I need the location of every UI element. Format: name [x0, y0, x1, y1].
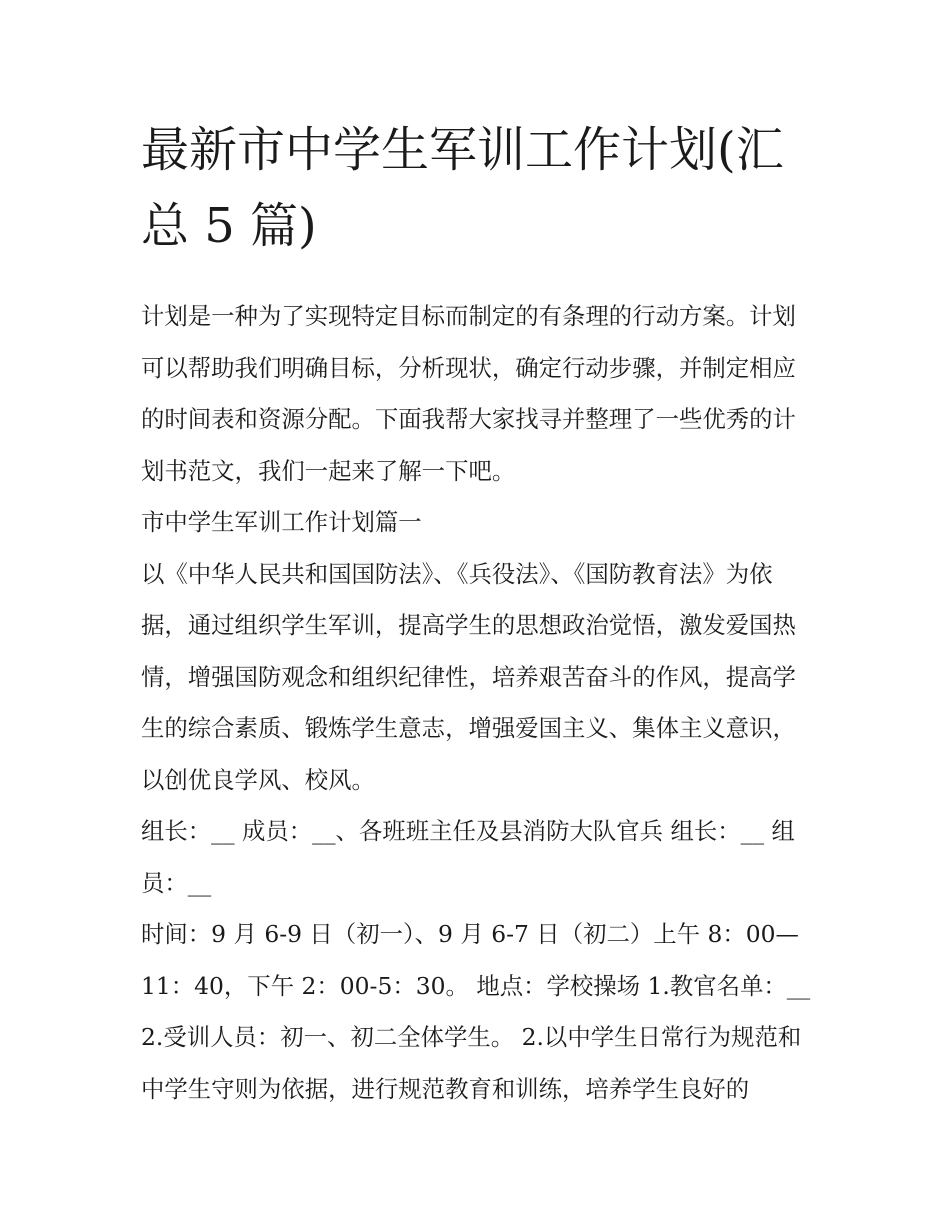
document-page: [141, 112, 813, 1115]
section-heading: 市中学生军训工作计划篇一: [141, 508, 422, 536]
body-paragraph: 组长：__ 成员：__、各班班主任及县消防大队官兵 组长：__ 组员：__: [141, 817, 795, 897]
intro-paragraph: 计划是一种为了实现特定目标而制定的有条理的行动方案。计划可以帮助我们明确目标，分析现状，确定行动步骤，并制定相应的时间表和资源分配。下面我帮大家找寻并整理了一些优秀的计划书范文，我们一起来了解一下吧。: [141, 302, 796, 485]
body-paragraph: 时间：9 月 6-9 日（初一）、9 月 6-7 日（初二）上午 8：00—11：40，下午 2：00-5：30。 地点：学校操场 1.教官名单：__ 2.受训人员：初一、初二全体学生。 2.以中学生日常行为规范和中学生守则为依据，进行规范教育和训练，培养学生良好的: [141, 920, 811, 1103]
document-title: 最新市中学生军训工作计划(汇总 5 篇): [141, 122, 784, 254]
document-body: [141, 291, 813, 1115]
body-paragraph: 以《中华人民共和国国防法》、《兵役法》、《国防教育法》为依据，通过组织学生军训，提高学生的思想政治觉悟，激发爱国热情，增强国防观念和组织纪律性，培养艰苦奋斗的作风，提高学生的综合素质、锻炼学生意志，增强爱国主义、集体主义意识，以创优良学风、校风。: [141, 559, 796, 794]
